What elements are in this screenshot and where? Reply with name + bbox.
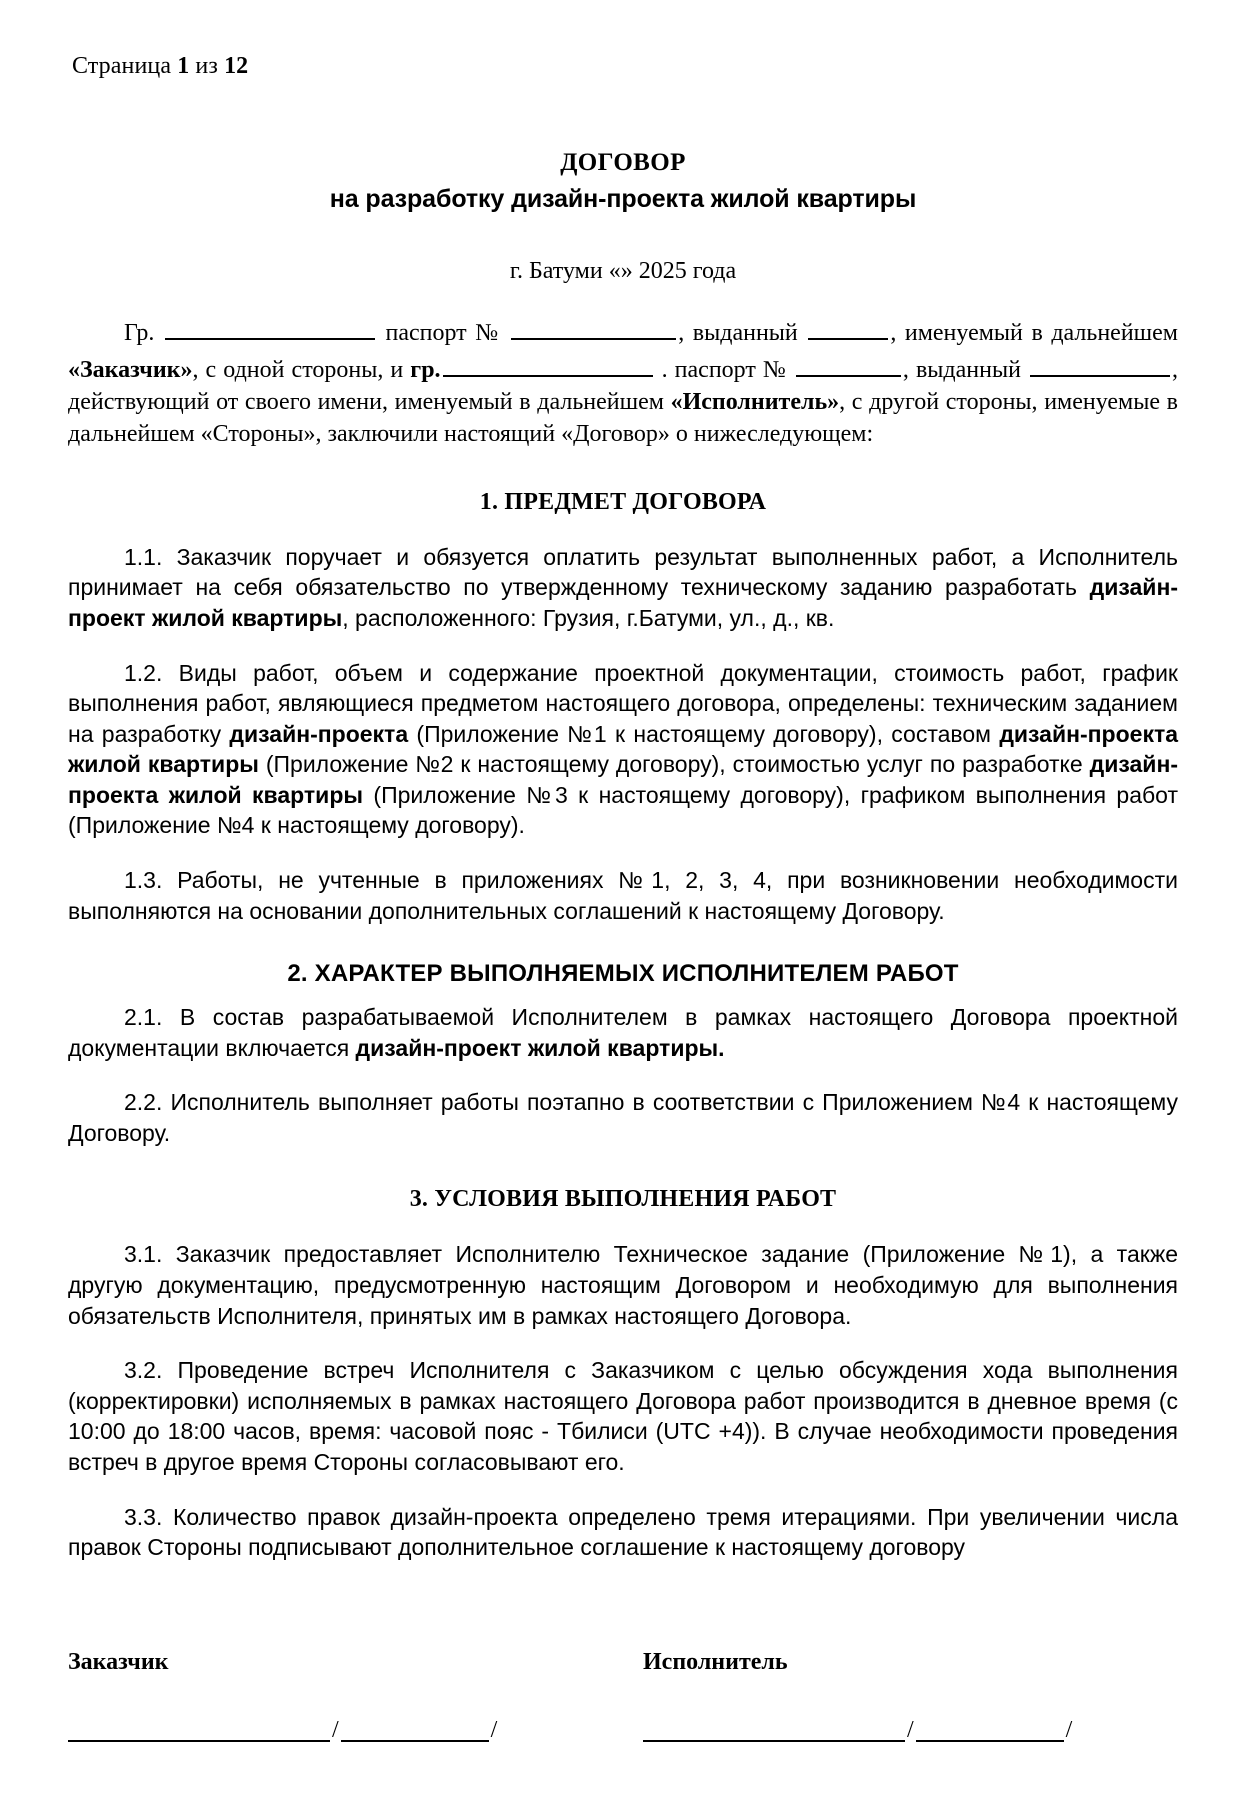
clause-number: 1.2. — [124, 659, 179, 686]
clause-number: 3.3. — [124, 1503, 173, 1530]
clause-text: Заказчик поручает и обязуется оплатить результат выполненных работ, а Исполнитель принимает на себя обязательство по утвержденному техническому заданию разработать — [68, 543, 1178, 601]
contractor-sign-line-2[interactable] — [916, 1739, 1064, 1742]
clause-text: В состав разрабатываемой Исполнителем в рамках настоящего Договора проектной документации включается — [68, 1004, 1178, 1061]
section-heading-3: 3. УСЛОВИЯ ВЫПОЛНЕНИЯ РАБОТ — [409, 1186, 837, 1213]
clause-text-cont-2: (Приложение №2 к настоящему договору), стоимостью услуг по разработке — [258, 751, 1090, 778]
clause-number: 3.2. — [124, 1357, 178, 1384]
page-header-middle: из — [189, 53, 225, 79]
section-heading-2: 2. ХАРАКТЕР ВЫПОЛНЯЕМЫХ ИСПОЛНИТЕЛЕМ РАБОТ — [287, 960, 959, 988]
page-number-header — [72, 52, 1178, 81]
clause-text: Количество правок дизайн-проекта определено тремя итерациями. При увеличении числа правок Стороны подписывают дополнительное соглашение к настоящему договору — [68, 1503, 1178, 1561]
preamble-text-1: Гр. — [124, 319, 163, 346]
clause-2-2 — [68, 1087, 1178, 1148]
clause-number: 2.1. — [124, 1004, 180, 1031]
customer-term: «Заказчик» — [68, 357, 193, 384]
customer-name-blank[interactable] — [165, 313, 375, 340]
contractor-sign-line-1[interactable] — [643, 1739, 905, 1742]
preamble-text-9: , именуемый в дальнейшем — [381, 388, 671, 415]
customer-issued-blank[interactable] — [808, 313, 888, 340]
document-title: ДОГОВОР — [560, 148, 686, 176]
customer-slash-1: / — [332, 1717, 339, 1744]
clause-text: Работы, не учтенные в приложениях №1, 2, 3, 4, при возникновении необходимости выполняются на основании дополнительных соглашений к настоящему Договору. — [68, 867, 1178, 924]
preamble-text-5: , с одной стороны, и — [192, 357, 411, 384]
customer-signature-label: Заказчик — [68, 1649, 169, 1676]
clause-number: 3.1. — [124, 1241, 176, 1268]
contractor-signature-label: Исполнитель — [643, 1649, 788, 1676]
preamble-text-4: , именуемый в дальнейшем — [890, 319, 1178, 346]
preamble-text-3: , выданный — [678, 319, 807, 346]
clause-bold-term-2: дизайн-проекта жилой квартиры — [68, 720, 1179, 778]
signature-lines-row — [68, 1717, 1178, 1744]
signature-block — [68, 1649, 1178, 1742]
contractor-term: «Исполнитель» — [670, 388, 840, 415]
clause-1-2 — [68, 658, 1178, 841]
clause-bold-term-3: дизайн-проекта жилой квартиры — [68, 751, 1178, 808]
customer-slash-2: / — [490, 1717, 498, 1744]
total-page-count: 12 — [224, 53, 249, 79]
customer-sign-line-1[interactable] — [68, 1739, 330, 1742]
customer-passport-blank[interactable] — [511, 313, 676, 340]
clause-text-cont-3: (Приложение №3 к настоящему договору), графиком выполнения работ (Приложение №4 к настоящему договору). — [68, 781, 1179, 839]
clause-number: 1.1. — [124, 543, 177, 570]
clause-3-2 — [68, 1355, 1178, 1477]
clause-text-cont: (Приложение №1 к настоящему договору), составом — [408, 720, 1000, 747]
clause-3-1 — [68, 1239, 1178, 1331]
section-heading-1: 1. ПРЕДМЕТ ДОГОВОРА — [479, 488, 767, 515]
contractor-prefix: гр. — [410, 357, 441, 384]
preamble-text-7: , выданный — [902, 357, 1028, 384]
preamble-text-10: , с другой стороны, именуемые в дальнейшем «Стороны», заключили настоящий «Договор» о нижеследующем: — [68, 388, 1179, 447]
preamble-text-8: , действующий от своего имени — [68, 357, 1178, 415]
clause-text: Исполнитель выполняет работы поэтапно в соответствии с Приложением №4 к настоящему Договору. — [68, 1089, 1178, 1146]
clause-3-3 — [68, 1502, 1178, 1563]
customer-signature-line[interactable] — [68, 1717, 643, 1744]
contractor-signature-line[interactable] — [643, 1717, 1178, 1744]
contractor-name-blank[interactable] — [443, 350, 653, 377]
preamble-text-2: паспорт № — [376, 319, 510, 346]
clause-1-3 — [68, 865, 1178, 926]
contractor-issued-blank[interactable] — [1030, 350, 1170, 377]
page-header-prefix: Страница — [72, 53, 178, 79]
document-subtitle: на разработку дизайн-проекта жилой квартиры — [329, 184, 917, 213]
clause-2-1 — [68, 1002, 1178, 1063]
clause-bold-term: дизайн-проект жилой квартиры — [68, 574, 1178, 631]
contractor-slash-1: / — [907, 1717, 914, 1744]
clause-bold-term: дизайн-проект жилой квартиры. — [355, 1034, 725, 1061]
clause-1-1 — [68, 542, 1178, 634]
contractor-slash-2: / — [1065, 1717, 1073, 1744]
clause-text: Заказчик предоставляет Исполнителю Техническое задание (Приложение №1), а также другую документацию, предусмотренную настоящим Договором и необходимую для выполнения обязательств Исполнителя, принятых им в рамках настоящего Договора. — [68, 1241, 1178, 1329]
clause-bold-term: дизайн-проекта — [229, 720, 409, 747]
clause-number: 2.2. — [124, 1089, 171, 1116]
clause-text: Проведение встреч Исполнителя с Заказчиком с целью обсуждения хода выполнения (корректировки) исполняемых в рамках настоящего Договора работ производится в дневное время (с 10:00 до 18:00 часов, время: часовой пояс - Тбилиси (UTC +4)). В случае необходимости проведения встреч в другое время Стороны согласовывают его. — [68, 1357, 1178, 1475]
customer-sign-line-2[interactable] — [341, 1739, 489, 1742]
preamble-paragraph — [68, 313, 1178, 451]
clause-number: 1.3. — [124, 867, 178, 893]
place-and-date: г. Батуми «» 2025 года — [509, 257, 737, 284]
signature-labels-row — [68, 1649, 1178, 1676]
preamble-text-6: . паспорт № — [654, 357, 794, 384]
clause-text: Виды работ, объем и содержание проектной документации, стоимость работ, график выполнения работ, являющиеся предметом настоящего договора, определены: техническим заданием на разработку — [68, 659, 1178, 747]
contractor-passport-blank[interactable] — [796, 350, 901, 377]
clause-text-cont: , расположенного: Грузия, г.Батуми, ул., д., кв. — [342, 604, 835, 631]
current-page-number: 1 — [177, 53, 190, 79]
